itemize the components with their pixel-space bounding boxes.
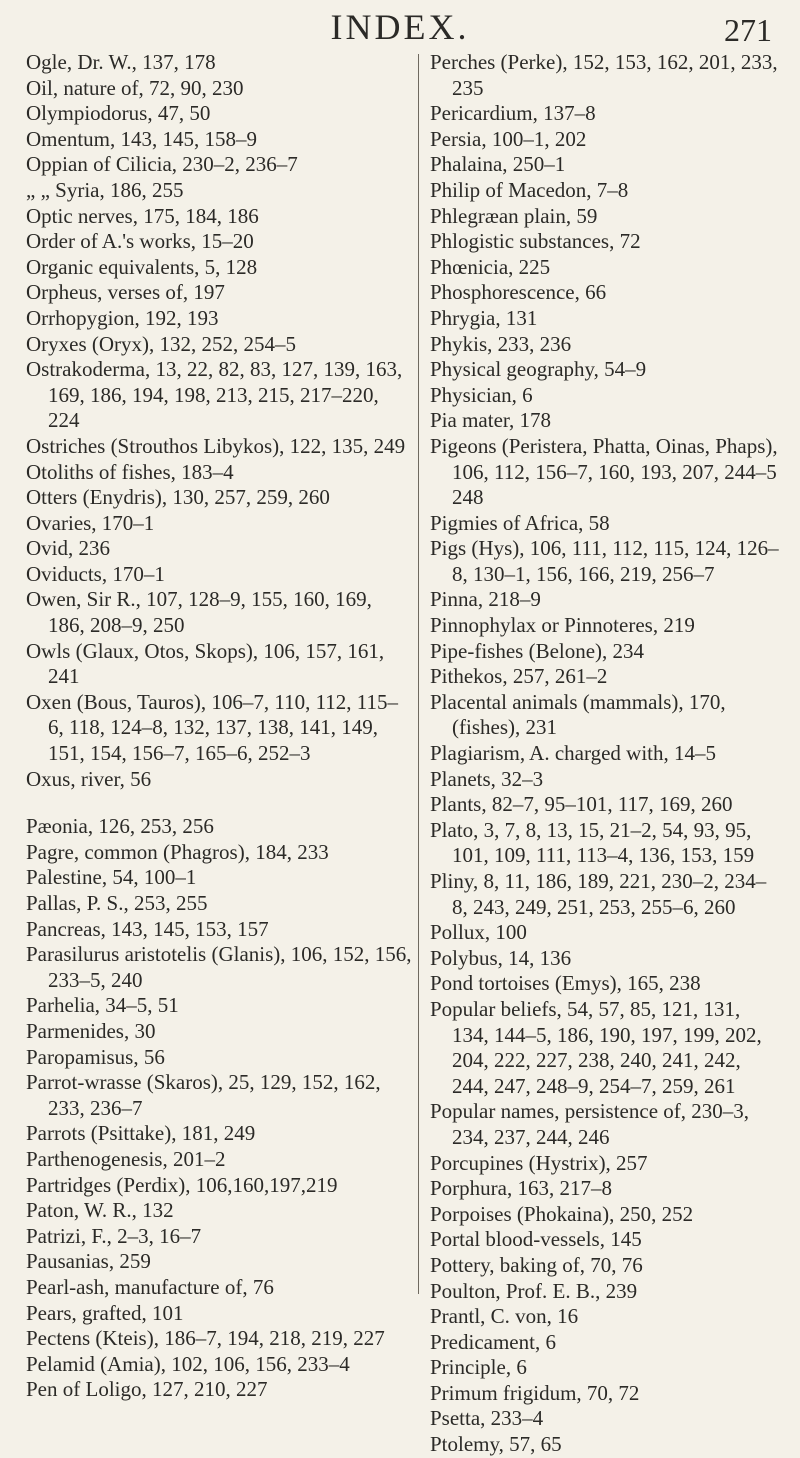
index-entry: Psetta, 233–4 [430,1406,544,1431]
index-entry: Otoliths of fishes, 183–4 [26,459,234,484]
index-entry: Pallas, P. S., 253, 255 [26,891,208,915]
index-entry: Oviducts, 170–1 [26,561,165,586]
index-entry: Patrizi, F., 2–3, 16–7 [26,1223,202,1248]
index-entry: Pond tortoises (Emys), 165, 238 [430,971,701,996]
index-entry: Parthenogenesis, 201–2 [26,1146,226,1171]
index-entry: Owls (Glaux, Otos, Skops), 106, 157, 161, 241 [26,638,385,689]
index-entry: Orpheus, verses of, 197 [26,280,225,305]
index-entry: Pearl-ash, manufacture of, 76 [26,1274,274,1299]
index-entry: Orrhopygion, 192, 193 [26,305,219,330]
index-entry: Porphura, 163, 217–8 [430,1176,612,1201]
index-entry: Principle, 6 [430,1355,527,1380]
index-entry: Ostrakoderma, 13, 22, 82, 83, 127, 139, 163, 169, 186, 194, 198, 213, 215, 217–220, 224 [26,357,403,433]
index-entry: Physician, 6 [430,382,533,407]
index-entry: Pliny, 8, 11, 186, 189, 221, 230–2, 234–8, 243, 249, 251, 253, 255–6, 260 [430,869,767,919]
index-entry: Phosphorescence, 66 [430,280,607,305]
left-column [26,50,412,1403]
section-gap [26,792,412,814]
index-entry: Porpoises (Phokaina), 250, 252 [430,1201,694,1226]
index-entry: Ostriches (Strouthos Libykos), 122, 135, 249 [26,433,406,458]
index-entry: Ptolemy, 57, 65 [430,1432,562,1457]
index-entry: Pectens (Kteis), 186–7, 194, 218, 219, 227 [26,1326,385,1351]
index-entry: Philip of Macedon, 7–8 [430,177,629,202]
right-column [430,50,780,1458]
index-entry: Pithekos, 257, 261–2 [430,664,608,689]
page-number: 271 [724,12,772,48]
index-entry: Ovid, 236 [26,536,110,561]
index-entry: Pelamid (Amia), 102, 106, 156, 233–4 [26,1351,350,1376]
index-entry: Oil, nature of, 72, 90, 230 [26,75,244,100]
index-entry: Order of A.'s works, 15–20 [26,229,254,254]
index-entry: Phlegræan plain, 59 [430,203,598,228]
index-entry: Physical geography, 54–9 [430,357,647,382]
index-entry: Parasilurus aristotelis (Glanis), 106, 152, 156, 233–5, 240 [26,942,412,992]
index-entry: Phykis, 233, 236 [430,331,572,356]
index-entry: Pagre, common (Phagros), 184, 233 [26,839,329,864]
index-entry: Parrots (Psittake), 181, 249 [26,1121,256,1146]
index-columns [26,50,779,1457]
index-entry: Omentum, 143, 145, 158–9 [26,126,257,151]
index-entry: Phalaina, 250–1 [430,152,566,177]
index-entry: Perches (Perke), 152, 153, 162, 201, 233, 235 [430,50,778,100]
index-entry: Prantl, C. von, 16 [430,1304,579,1329]
index-entry: Plato, 3, 7, 8, 13, 15, 21–2, 54, 93, 95, 101, 109, 111, 113–4, 136, 153, 159 [430,817,755,868]
index-entry: Paropamisus, 56 [26,1044,165,1069]
index-entry: Pia mater, 178 [430,408,552,433]
index-entry: Pancreas, 143, 145, 153, 157 [26,916,269,941]
index-entry: Pigs (Hys), 106, 111, 112, 115, 124, 126–8, 130–1, 156, 166, 219, 256–7 [430,536,779,586]
index-entry: Ogle, Dr. W., 137, 178 [26,50,216,74]
index-entry: Owen, Sir R., 107, 128–9, 155, 160, 169, 186, 208–9, 250 [26,587,372,638]
index-entry: Parrot-wrasse (Skaros), 25, 129, 152, 162, 233, 236–7 [26,1070,381,1120]
column-divider [418,54,419,1294]
index-entry: Pollux, 100 [430,920,527,945]
index-entry: Oppian of Cilicia, 230–2, 236–7 [26,152,298,177]
index-entry: Porcupines (Hystrix), 257 [430,1150,648,1175]
index-entry: Pen of Loligo, 127, 210, 227 [26,1377,268,1402]
index-entry: Polybus, 14, 136 [430,945,572,970]
index-entry: Oryxes (Oryx), 132, 252, 254–5 [26,331,297,356]
index-entry: „ „ Syria, 186, 255 [26,177,184,202]
page-title: INDEX. [330,7,470,47]
index-entry: Portal blood-vessels, 145 [430,1227,642,1252]
index-entry: Plagiarism, A. charged with, 14–5 [430,741,716,766]
page-header [0,4,800,52]
index-entry: Organic equivalents, 5, 128 [26,254,258,279]
index-entry: Pears, grafted, 101 [26,1300,184,1325]
index-entry: Placental animals (mammals), 170, (fishes), 231 [430,689,726,740]
index-entry: Phœnicia, 225 [430,254,551,279]
index-entry: Pipe-fishes (Belone), 234 [430,638,645,663]
index-entry: Poulton, Prof. E. B., 239 [430,1278,638,1303]
index-entry: Palestine, 54, 100–1 [26,865,197,890]
index-entry: Pericardium, 137–8 [430,101,596,126]
index-entry: Popular beliefs, 54, 57, 85, 121, 131, 134, 144–5, 186, 190, 197, 199, 202, 204, 222, 227, 238, 240, 241, 242, 244, 247, 248–9, 254–7, 259, 261 [430,996,762,1098]
index-entry: Planets, 32–3 [430,766,544,791]
index-entry: Pinnophylax or Pinnoteres, 219 [430,613,695,638]
index-entry: Paton, W. R., 132 [26,1198,174,1223]
index-entry: Pæonia, 126, 253, 256 [26,814,214,839]
index-entry: Oxen (Bous, Tauros), 106–7, 110, 112, 115–6, 118, 124–8, 132, 137, 138, 141, 149, 151, 154, 156–7, 165–6, 252–3 [26,689,399,766]
index-entry: Primum frigidum, 70, 72 [430,1380,640,1405]
index-entry: Pigmies of Africa, 58 [430,510,610,535]
index-entry: Pottery, baking of, 70, 76 [430,1252,643,1277]
index-entry: Plants, 82–7, 95–101, 117, 169, 260 [430,792,733,817]
index-entry: Parmenides, 30 [26,1018,156,1043]
index-entry: Oxus, river, 56 [26,766,152,791]
index-entry: Otters (Enydris), 130, 257, 259, 260 [26,485,330,510]
index-entry: Pinna, 218–9 [430,587,541,612]
index-entry: Pigeons (Peristera, Phatta, Oinas, Phaps), 106, 112, 156–7, 160, 193, 207, 244–5 248 [430,433,778,510]
index-entry: Predicament, 6 [430,1329,556,1354]
index-entry: Partridges (Perdix), 106,160,197,219 [26,1172,338,1197]
index-entry: Optic nerves, 175, 184, 186 [26,203,259,228]
index-entry: Phlogistic substances, 72 [430,229,641,254]
index-entry: Pausanias, 259 [26,1249,151,1274]
index-entry: Ovaries, 170–1 [26,510,155,535]
index-entry: Olympiodorus, 47, 50 [26,101,211,126]
index-entry: Parhelia, 34–5, 51 [26,993,179,1018]
index-entry: Popular names, persistence of, 230–3, 234, 237, 244, 246 [430,1099,750,1149]
index-entry: Persia, 100–1, 202 [430,126,587,151]
index-entry: Phrygia, 131 [430,305,538,330]
